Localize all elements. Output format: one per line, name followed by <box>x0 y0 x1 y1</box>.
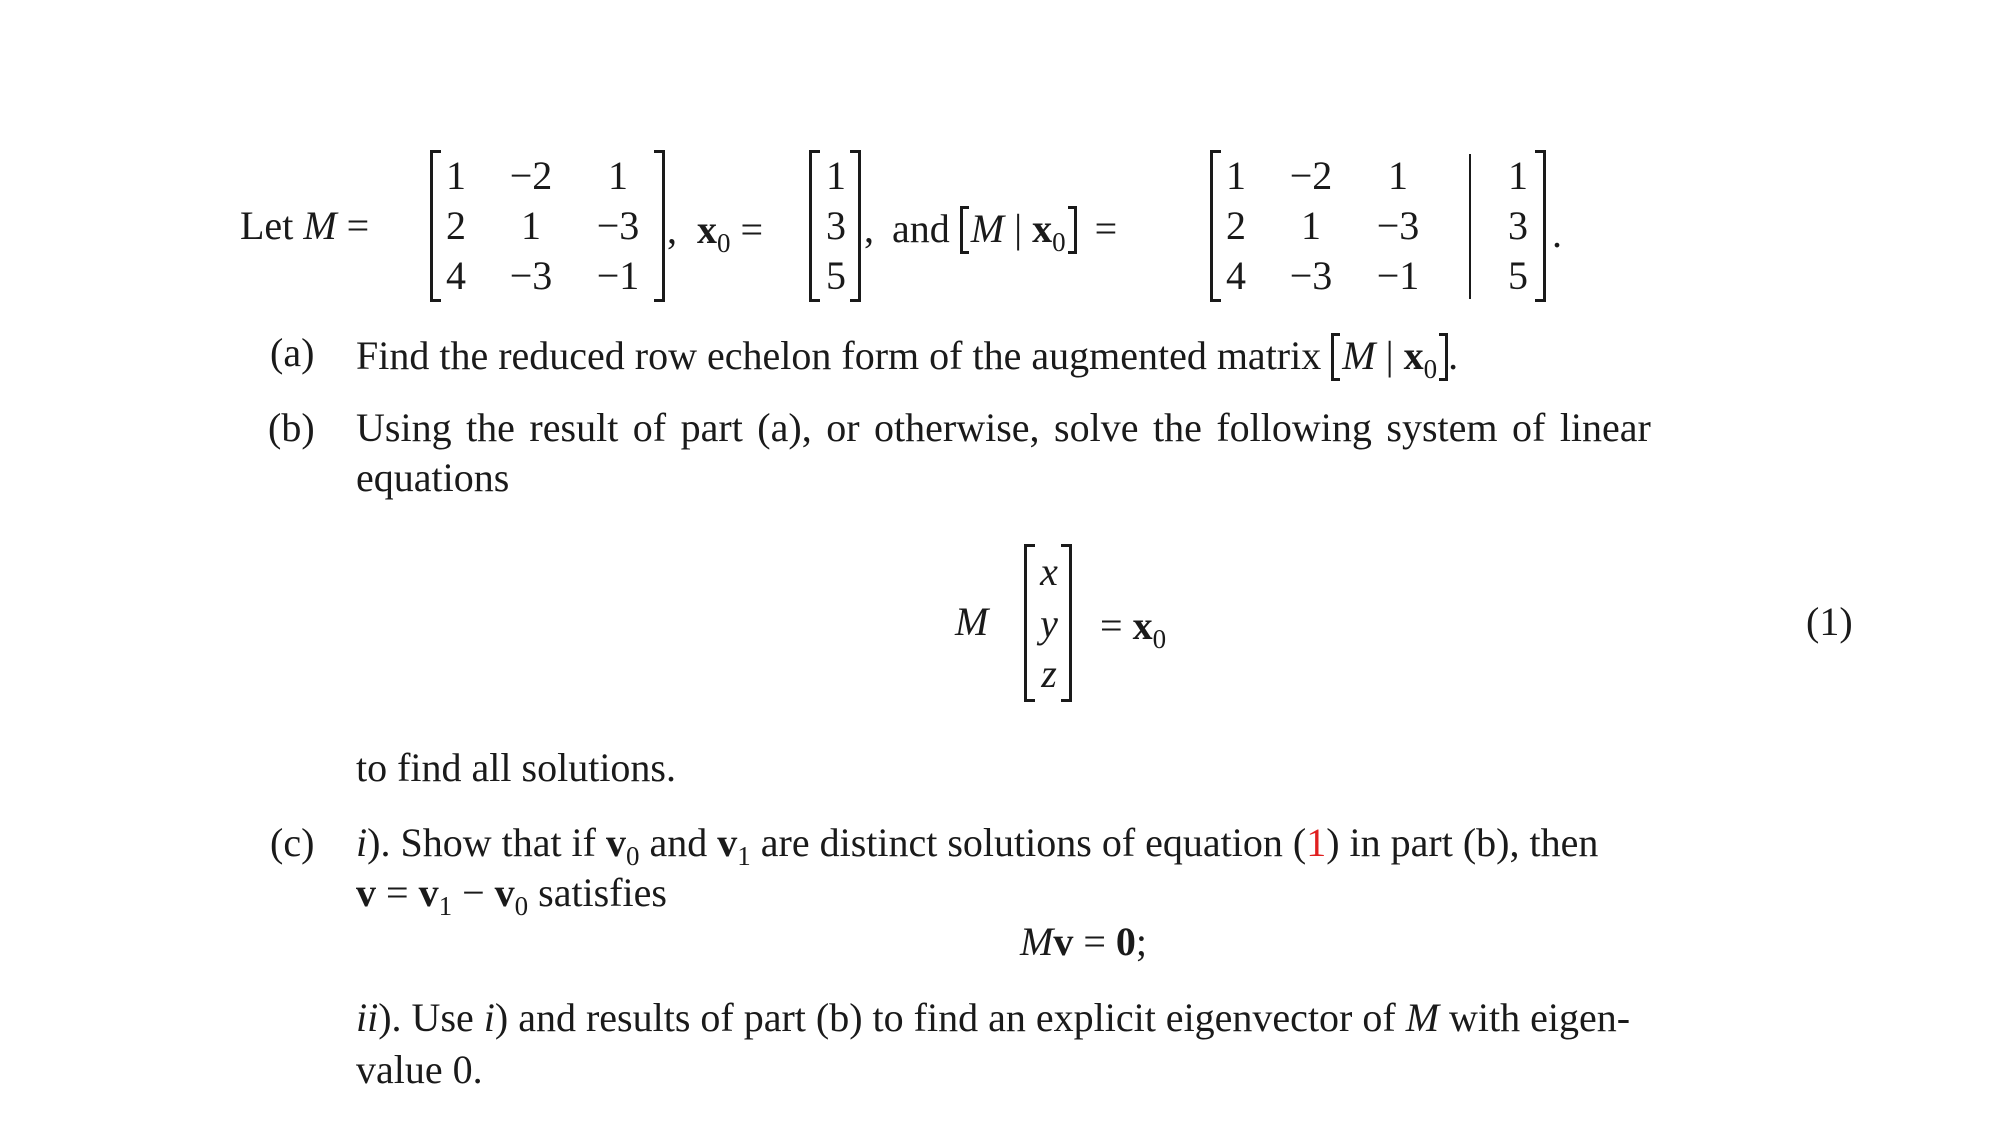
matrix-cell: −3 <box>509 253 553 298</box>
matrix-cell: 3 <box>1508 203 1528 248</box>
vector-cell: 3 <box>826 203 846 248</box>
augmented-divider <box>1469 154 1471 299</box>
subscript-zero: 0 <box>626 841 640 871</box>
roman-i: i <box>483 995 495 1040</box>
vector-symbol-v: v <box>717 820 738 865</box>
matrix-symbol-M: M <box>1342 333 1376 378</box>
matrix-cell: 1 <box>1508 153 1528 198</box>
comma: , <box>864 206 874 251</box>
subscript-one: 1 <box>438 891 453 921</box>
equation-reference-link[interactable]: 1 <box>1306 820 1327 865</box>
matrix-cell: 2 <box>446 203 466 248</box>
subscript-one: 1 <box>737 841 751 871</box>
matrix-cell: 4 <box>446 253 466 298</box>
intro-let <box>240 203 370 248</box>
vector-symbol-x: x <box>697 207 717 252</box>
augmented-definition <box>864 206 1118 257</box>
let-word: Let <box>240 203 294 248</box>
matrix-symbol-M: M <box>970 206 1005 251</box>
and-word: and <box>649 820 708 865</box>
equals-sign: = <box>740 207 764 252</box>
equals-sign: = <box>1100 603 1123 648</box>
matrix-cell: 1 <box>608 153 628 198</box>
part-a-period: . <box>1448 333 1459 378</box>
semicolon: ; <box>1135 919 1148 964</box>
subscript-zero: 0 <box>1052 227 1066 257</box>
matrix-cell: −2 <box>509 153 553 198</box>
equals-sign: = <box>1094 206 1118 251</box>
left-bracket <box>1331 333 1340 381</box>
subscript-zero: 0 <box>1423 354 1438 384</box>
matrix-cell: −3 <box>1376 203 1420 248</box>
matrix-cell: −3 <box>1289 253 1333 298</box>
matrix-cell: 1 <box>1301 203 1321 248</box>
part-c-ii-text3: with eigen- <box>1449 995 1631 1040</box>
matrix-cell: 1 <box>446 153 466 198</box>
part-a-text <box>356 333 1459 384</box>
matrix-cell: −2 <box>1289 153 1333 198</box>
part-c-ii-line2: value 0. <box>356 1047 483 1092</box>
equation-rhs <box>1100 603 1167 654</box>
part-a-label: (a) <box>270 330 315 375</box>
vector-symbol-x: x <box>1403 333 1424 378</box>
part-b-after: to find all solutions. <box>356 745 676 790</box>
part-c-ii-line1 <box>356 995 1631 1040</box>
vector-xyz <box>1024 544 1072 702</box>
vector-symbol-v: v <box>356 870 376 915</box>
part-c-i-text1: ). Show that if <box>367 820 596 865</box>
matrix-cell: 4 <box>1226 253 1246 298</box>
matrix-cell: −3 <box>596 203 640 248</box>
part-c-ii-text2: ) and results of part (b) to find an explicit eigenvector of <box>494 995 1396 1040</box>
satisfies-word: satisfies <box>538 870 667 915</box>
matrix-cell: 5 <box>1508 253 1528 298</box>
roman-i: i <box>356 820 368 865</box>
and-word: and <box>892 206 950 251</box>
subscript-zero: 0 <box>717 228 731 258</box>
matrix-cell: 2 <box>1226 203 1246 248</box>
part-b-label: (b) <box>268 405 315 450</box>
equals-sign: = <box>346 203 370 248</box>
vector-symbol-x: x <box>1032 206 1053 251</box>
x0-definition <box>667 207 764 258</box>
matrix-symbol-M: M <box>1020 919 1054 964</box>
part-c-i-text3: ) in part (b), then <box>1326 820 1599 865</box>
matrix-cell: −1 <box>1376 253 1420 298</box>
separator-bar: | <box>1014 206 1023 251</box>
matrix-symbol-M: M <box>303 203 337 248</box>
subscript-zero: 0 <box>1152 624 1167 654</box>
vector-cell: 5 <box>826 253 846 298</box>
variable-z: z <box>1041 651 1057 696</box>
vector-symbol-v: v <box>494 870 515 915</box>
part-c-line1 <box>356 820 1599 871</box>
part-b-line2: equations <box>356 455 510 500</box>
augmented-matrix <box>1210 150 1546 302</box>
part-c-line2 <box>356 870 667 921</box>
equation-M: M <box>955 599 989 644</box>
part-b-line1: Using the result of part (a), or otherwise, solve the following system of linear <box>356 405 1651 450</box>
matrix-symbol-M: M <box>1405 995 1440 1040</box>
vector-symbol-x: x <box>1132 603 1153 648</box>
intro-period: . <box>1552 211 1562 256</box>
matrix-cell: 1 <box>1388 153 1408 198</box>
part-c-i-text2: are distinct solutions of equation ( <box>760 820 1307 865</box>
matrix-cell: 1 <box>521 203 541 248</box>
part-a-statement: Find the reduced row echelon form of the augmented matrix <box>356 333 1322 378</box>
comma: , <box>667 207 677 252</box>
vector-symbol-v: v <box>418 870 439 915</box>
right-bracket <box>1439 333 1448 381</box>
part-c-label: (c) <box>270 820 315 865</box>
right-bracket <box>1068 206 1077 254</box>
equals-sign: = <box>1083 919 1106 964</box>
vector-symbol-v: v <box>1053 919 1074 964</box>
variable-x: x <box>1040 549 1058 594</box>
separator-bar: | <box>1385 333 1394 378</box>
left-bracket <box>960 206 969 254</box>
matrix-M <box>430 150 665 302</box>
vector-symbol-v: v <box>606 820 626 865</box>
zero-vector: 0 <box>1115 919 1136 964</box>
vector-x0 <box>809 150 861 302</box>
matrix-cell: 1 <box>1226 153 1246 198</box>
roman-ii: ii <box>356 995 379 1040</box>
equation-number: (1) <box>1806 599 1853 644</box>
equals-sign: = <box>386 870 409 915</box>
subscript-zero: 0 <box>514 891 529 921</box>
part-c-ii-text1: ). Use <box>378 995 474 1040</box>
vector-cell: 1 <box>826 153 846 198</box>
variable-y: y <box>1040 601 1058 646</box>
mv-equation <box>1020 919 1148 964</box>
matrix-cell: −1 <box>596 253 640 298</box>
minus-sign: − <box>462 870 485 915</box>
